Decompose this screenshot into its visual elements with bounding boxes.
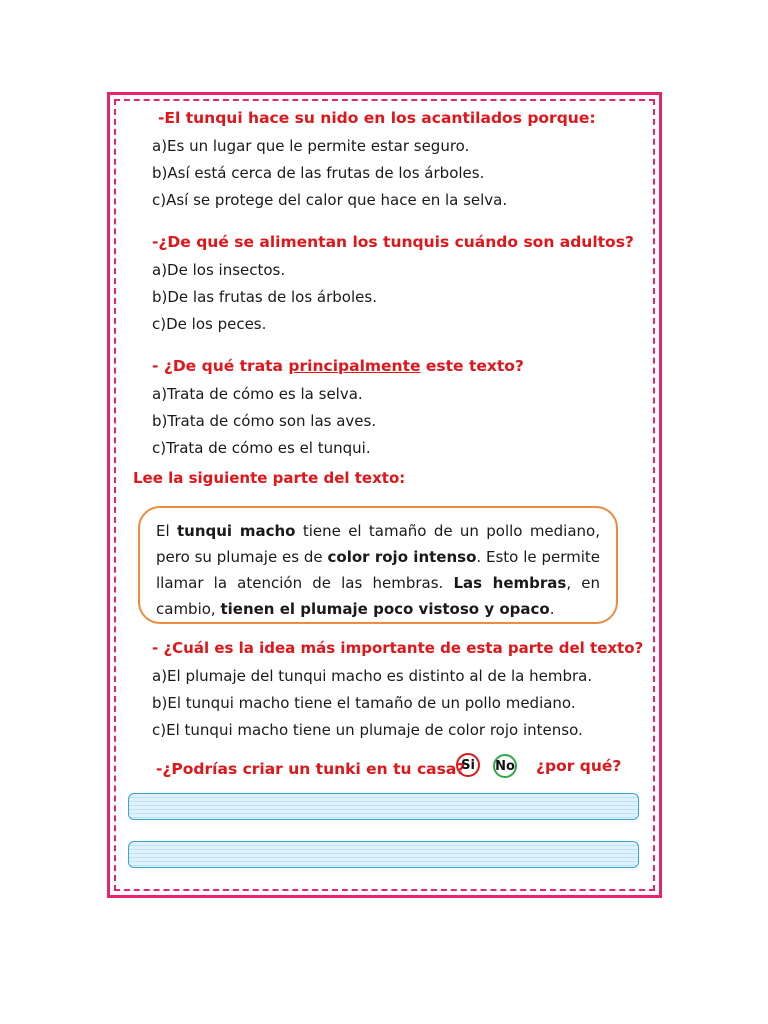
option-letter: b) [152,694,168,712]
q4-option-c[interactable] [152,721,583,739]
option-text: De los peces. [166,315,267,333]
passage-text: , en cambio, [156,574,601,618]
option-text: De las frutas de los árboles. [167,288,377,306]
q3-option-b[interactable] [152,412,376,430]
option-letter: c) [152,439,167,457]
option-letter: b) [152,412,168,430]
q3-option-a[interactable] [152,385,363,403]
no-option[interactable]: No [493,754,517,778]
passage-text: . Esto le permite llamar la atención de las hembras. [156,548,600,592]
passage-bold: tienen el plumaje poco vistoso y opaco [220,600,550,618]
option-text: El tunqui macho tiene un plumaje de color rojo intenso. [166,721,583,739]
option-text: Trata de cómo es el tunqui. [166,439,371,457]
option-letter: b) [152,288,168,306]
option-text: Es un lugar que le permite estar seguro. [167,137,470,155]
option-text: Trata de cómo es la selva. [167,385,363,403]
passage-bold: color rojo intenso [327,548,477,566]
option-text: El tunqui macho tiene el tamaño de un pollo mediano. [167,694,576,712]
q3-option-c[interactable] [152,439,371,457]
answer-line-1[interactable] [128,793,639,820]
option-letter: c) [152,191,167,209]
question-3-start: - ¿De qué trata [152,357,289,375]
q2-option-a[interactable] [152,261,285,279]
why-prompt: ¿por qué? [536,757,622,775]
option-text: Así se protege del calor que hace en la selva. [166,191,508,209]
q1-option-b[interactable] [152,164,484,182]
option-letter: c) [152,315,167,333]
option-text: Así está cerca de las frutas de los árboles. [167,164,485,182]
option-letter: a) [152,667,168,685]
passage-text: tiene el tamaño de un pollo mediano, pero su plumaje es de [156,522,600,566]
option-text: Trata de cómo son las aves. [167,412,377,430]
q4-option-a[interactable] [152,667,592,685]
question-3 [152,357,524,375]
option-letter: a) [152,137,168,155]
option-letter: c) [152,721,167,739]
question-1: -El tunqui hace su nido en los acantilados porque: [158,109,596,127]
question-2: -¿De qué se alimentan los tunquis cuándo son adultos? [152,233,634,251]
q4-option-b[interactable] [152,694,576,712]
passage-box [138,506,618,624]
yes-option[interactable]: Si [456,753,480,777]
question-4: - ¿Cuál es la idea más importante de esta parte del texto? [152,639,644,657]
passage-bold: Las hembras [453,574,567,592]
passage-text: . [549,600,555,618]
q1-option-a[interactable] [152,137,469,155]
question-3-underlined: principalmente [288,357,421,375]
q2-option-b[interactable] [152,288,377,306]
answer-line-2[interactable] [128,841,639,868]
option-letter: a) [152,261,168,279]
question-5: -¿Podrías criar un tunki en tu casa? [156,760,466,778]
option-text: De los insectos. [167,261,286,279]
q1-option-c[interactable] [152,191,507,209]
q2-option-c[interactable] [152,315,266,333]
option-letter: a) [152,385,168,403]
option-letter: b) [152,164,168,182]
option-text: El plumaje del tunqui macho es distinto al de la hembra. [167,667,593,685]
passage-text: El [156,522,177,540]
question-3-end: este texto? [420,357,524,375]
reading-instruction: Lee la siguiente parte del texto: [133,469,406,487]
passage-bold: tunqui macho [176,522,296,540]
